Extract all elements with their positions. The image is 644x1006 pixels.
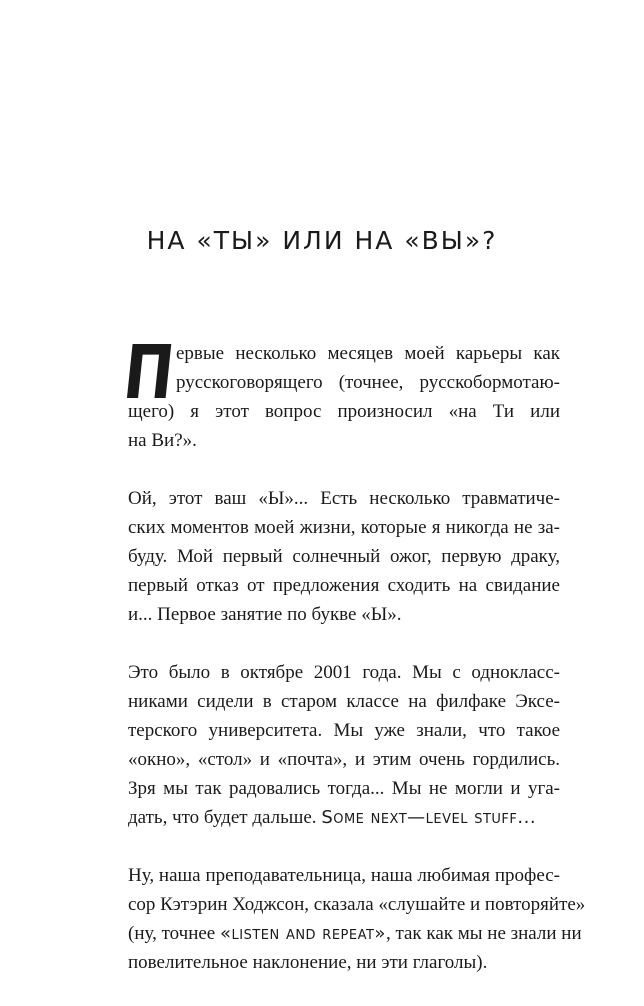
text-line: сор Кэтэрин Ходжсон, сказала «слушайте и повторяйте» [128,894,586,915]
paragraph-2 [128,484,560,629]
text-line: русскоговорящего (точнее, русскобормотаю- [176,372,560,393]
text-fragment: (ну, точнее [128,923,216,944]
text-line: первый отказ от предложения сходить на свидание [128,575,560,596]
body-text [128,339,586,1006]
text-line: щего) я этот вопрос произносил «на Ти или [128,401,560,422]
text-line: Ой, этот ваш «Ы»... Есть несколько травматиче- [128,488,560,509]
text-line: терского университета. Мы уже знали, что такое [128,720,560,741]
text-fragment: дать, что будет дальше. [128,807,317,828]
chapter-title: НА «ТЫ» ИЛИ НА «ВЫ»? [146,226,498,255]
text-line: ских моментов моей жизни, которые я никогда не за- [128,517,560,538]
paragraph-1 [128,339,560,455]
text-fragment: , так как мы не знали ни [385,923,582,944]
text-line-with-handwriting [128,919,582,948]
paragraph-4 [128,861,586,977]
drop-cap: П [119,330,179,416]
text-line: ервые несколько месяцев моей карьеры как [176,343,560,364]
text-line: буду. Мой первый солнечный ожог, первую драку, [128,546,560,567]
text-line-with-handwriting [128,803,560,832]
text-line: и... Первое занятие по букве «Ы». [128,604,402,625]
text-line: Ну, наша преподавательница, наша любимая профес- [128,865,560,886]
text-line: на Ви?». [128,430,197,451]
text-line: «окно», «стол» и «почта», и этим очень гордились. [128,749,560,770]
handwritten-note: Some next—level stuff... [321,807,537,828]
paragraph-3 [128,658,560,832]
text-line: Зря мы так радовались тогда... Мы не могли и уга- [128,778,560,799]
handwritten-note: «listen and repeat» [220,923,386,944]
text-line: повелительное наклонение, ни эти глаголы). [128,952,488,973]
text-line: никами сидели в старом классе на филфаке Эксе- [128,691,560,712]
text-line: Это было в октябре 2001 года. Мы с однокласс- [128,662,560,683]
